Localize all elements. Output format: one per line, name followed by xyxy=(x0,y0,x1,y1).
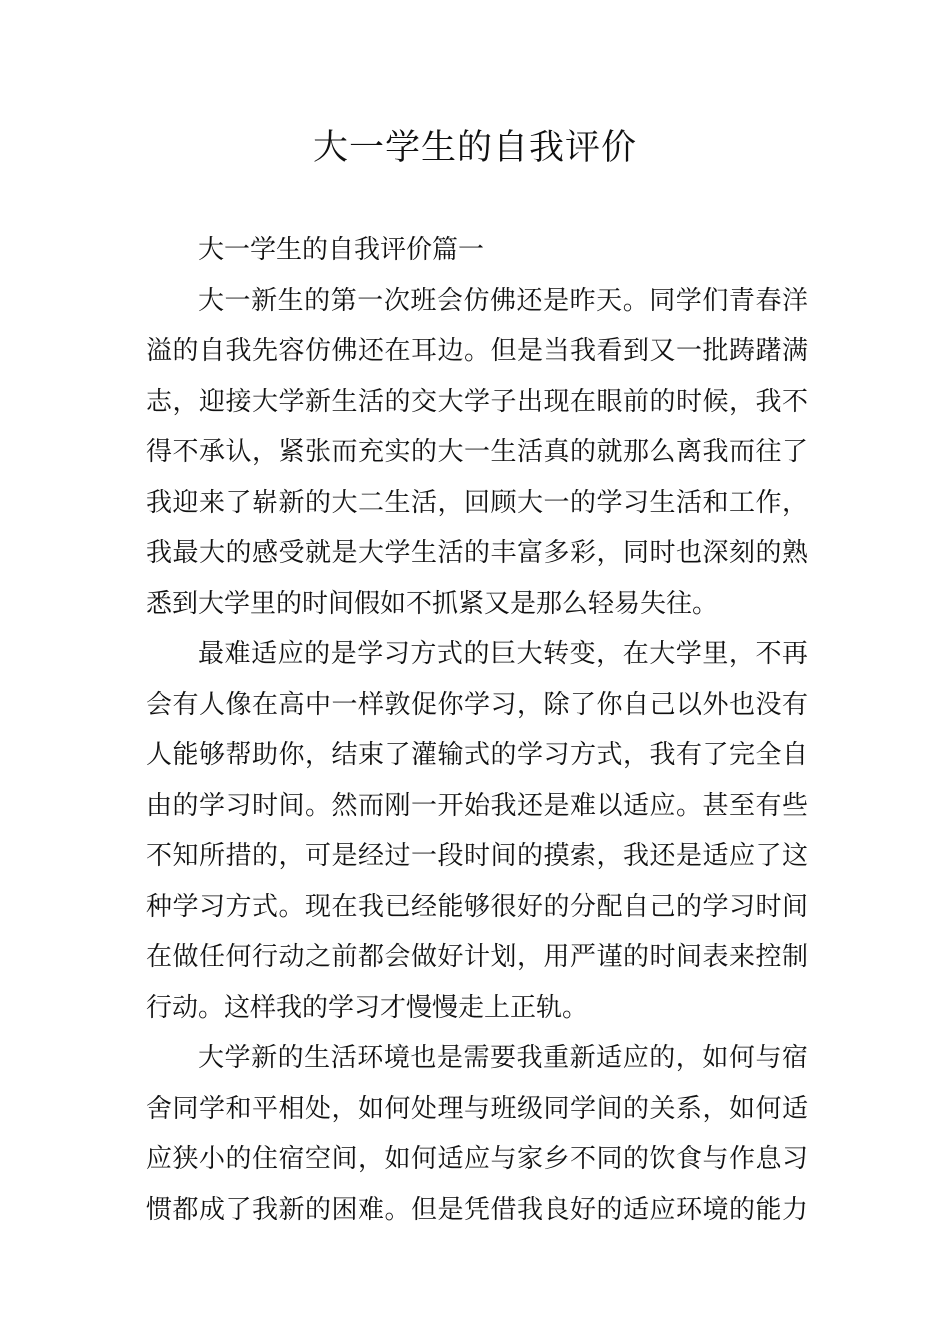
paragraph-line: 悉到大学里的时间假如不抓紧又是那么轻易失往。 xyxy=(146,588,719,619)
paragraph-line: 种学习方式。现在我已经能够很好的分配自己的学习时间 xyxy=(146,891,808,922)
paragraph-line: 舍同学和平相处，如何处理与班级同学间的关系，如何适 xyxy=(146,1093,808,1124)
paragraph-line: 应狭小的住宿空间，如何适应与家乡不同的饮食与作息习 xyxy=(146,1144,808,1174)
paragraph-line: 不知所措的，可是经过一段时间的摸索，我还是适应了这 xyxy=(146,841,808,871)
document-body xyxy=(146,225,808,1235)
paragraph-line: 行动。这样我的学习才慢慢走上正轨。 xyxy=(146,992,589,1023)
paragraph-line: 溢的自我先容仿佛还在耳边。但是当我看到又一批踌躇满 xyxy=(146,336,808,366)
paragraph-line: 大学新的生活环境也是需要我重新适应的，如何与宿 xyxy=(198,1043,808,1073)
paragraph-line: 由的学习时间。然而刚一开始我还是难以适应。甚至有些 xyxy=(146,790,808,821)
paragraph-line: 志，迎接大学新生活的交大学子出现在眼前的时候，我不 xyxy=(146,386,808,417)
paragraph-line: 大一新生的第一次班会仿佛还是昨天。同学们青春洋 xyxy=(198,285,808,316)
section-heading: 大一学生的自我评价篇一 xyxy=(198,235,485,265)
paragraph-line: 最难适应的是学习方式的巨大转变，在大学里，不再 xyxy=(198,639,808,669)
paragraph-line: 得不承认，紧张而充实的大一生活真的就那么离我而往了 xyxy=(146,437,808,467)
paragraph-line: 在做任何行动之前都会做好计划，用严谨的时间表来控制 xyxy=(146,942,808,972)
paragraph-line: 会有人像在高中一样敦促你学习，除了你自己以外也没有 xyxy=(146,689,808,720)
paragraph-line: 我迎来了崭新的大二生活，回顾大一的学习生活和工作， xyxy=(146,487,808,518)
paragraph-line: 人能够帮助你，结束了灌输式的学习方式，我有了完全自 xyxy=(146,740,808,770)
paragraph-line: 惯都成了我新的困难。但是凭借我良好的适应环境的能力 xyxy=(146,1194,808,1225)
document-title: 大一学生的自我评价 xyxy=(312,128,637,168)
paragraph-line: 我最大的感受就是大学生活的丰富多彩，同时也深刻的熟 xyxy=(146,538,808,568)
